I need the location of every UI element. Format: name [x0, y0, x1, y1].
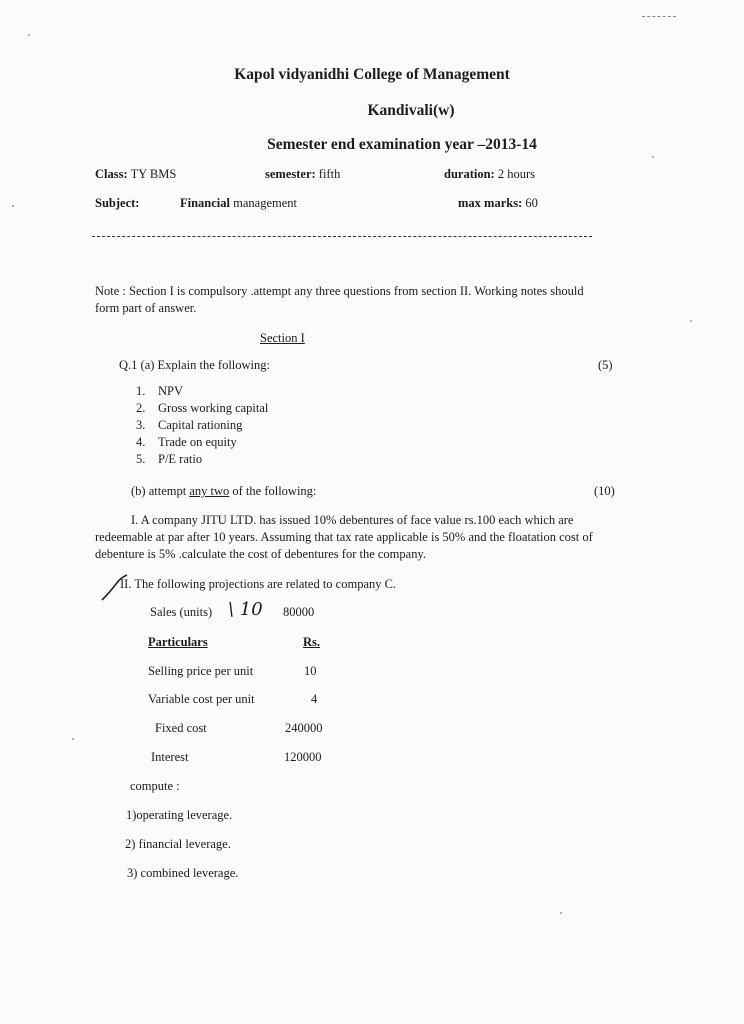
list-item: 4. Trade on equity	[136, 435, 237, 449]
scan-speck	[690, 320, 692, 322]
semester-value: fifth	[318, 167, 341, 181]
college-name: Kapol vidyanidhi College of Management	[234, 66, 510, 83]
class-value: TY BMS	[130, 167, 177, 181]
checkmark-handwritten-icon	[100, 574, 130, 602]
scan-speck	[12, 205, 14, 207]
problem1-line-2: redeemable at par after 10 years. Assuming that tax rate applicable is 50% and the floatation cost of	[95, 530, 593, 544]
list-item: 2. Gross working capital	[136, 401, 269, 415]
semester-label: semester:	[265, 167, 316, 181]
scan-speck	[560, 912, 562, 914]
compute-label: compute :	[130, 779, 180, 793]
note-line-1: Note : Section I is compulsory .attempt any three questions from section II. Working notes should	[95, 284, 584, 298]
note-line-2: form part of answer.	[95, 301, 197, 315]
list-item: 1. NPV	[136, 384, 184, 398]
q1b-text: (b) attempt any two of the following:	[131, 484, 317, 498]
q1a-marks: (5)	[598, 358, 613, 372]
scan-speck	[28, 34, 30, 36]
class-field	[95, 167, 176, 182]
exam-title: Semester end examination year –2013-14	[267, 136, 537, 153]
row-value: 120000	[284, 750, 322, 764]
col-particulars: Particulars	[148, 635, 208, 649]
q1b-marks: (10)	[594, 484, 615, 498]
subject-field	[95, 196, 139, 211]
row-value: 10	[304, 664, 317, 678]
class-label: Class:	[95, 167, 128, 181]
subject-value	[180, 196, 297, 211]
scan-speck	[652, 156, 654, 158]
scan-mark	[642, 16, 676, 17]
row-label: Variable cost per unit	[148, 692, 255, 706]
row-value: 240000	[285, 721, 323, 735]
sales-value: 80000	[283, 605, 315, 619]
problem1-line-1: I. A company JITU LTD. has issued 10% debentures of face value rs.100 each which are	[131, 513, 574, 527]
college-location: Kandivali(w)	[367, 102, 455, 119]
problem1-line-3: debenture is 5% .calculate the cost of debentures for the company.	[95, 547, 427, 561]
duration-label: duration:	[444, 167, 495, 181]
problem2-intro: II. The following projections are related to company C.	[120, 577, 397, 591]
header-divider	[92, 236, 592, 237]
row-label: Interest	[151, 750, 189, 764]
handwritten-annotation: \ 10	[228, 599, 263, 620]
row-label: Selling price per unit	[148, 664, 254, 678]
q1a-list	[136, 384, 268, 469]
row-label: Fixed cost	[155, 721, 207, 735]
semester-field	[265, 167, 340, 182]
list-item: 3. Capital rationing	[136, 418, 243, 432]
duration-value: 2 hours	[497, 167, 535, 181]
maxmarks-field	[458, 196, 538, 211]
maxmarks-label: max marks:	[458, 196, 523, 210]
sales-label: Sales (units)	[150, 605, 213, 619]
section-title: Section I	[260, 331, 305, 345]
duration-field	[444, 167, 535, 182]
col-rs: Rs.	[303, 635, 321, 649]
subject-label: Subject:	[95, 196, 140, 210]
subject-value-bold: Financial	[180, 196, 231, 210]
scan-speck	[72, 738, 74, 740]
task-item: 1)operating leverage.	[126, 808, 233, 822]
task-item: 2) financial leverage.	[125, 837, 231, 851]
maxmarks-value: 60	[525, 196, 538, 210]
task-item: 3) combined leverage.	[127, 866, 239, 880]
subject-value-rest: management	[233, 196, 298, 210]
q1a-text: Q.1 (a) Explain the following:	[119, 358, 271, 372]
list-item: 5. P/E ratio	[136, 452, 203, 466]
row-value: 4	[311, 692, 318, 706]
